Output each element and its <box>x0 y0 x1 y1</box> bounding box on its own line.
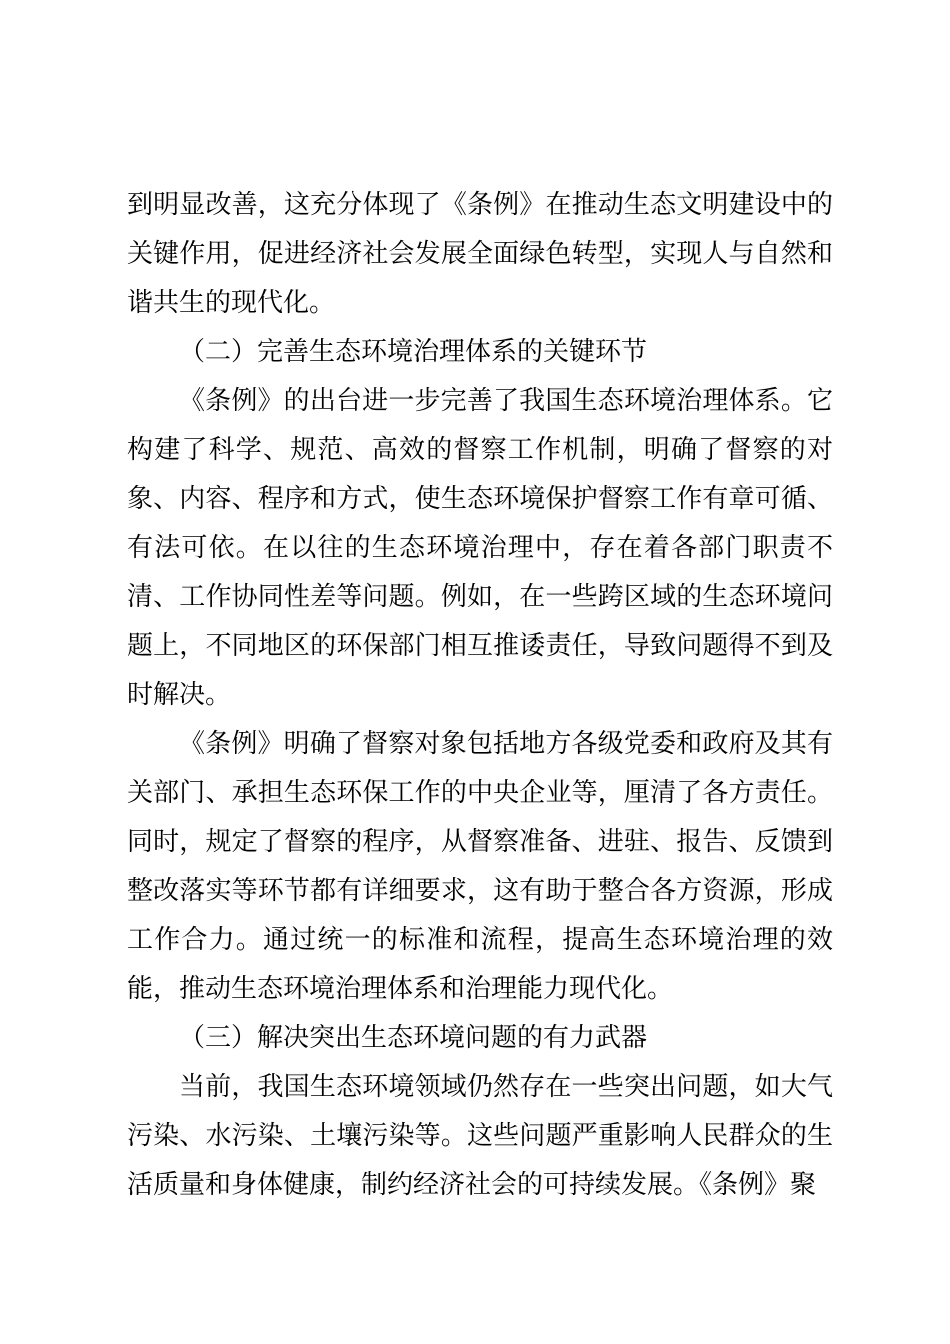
document-text-block <box>127 180 833 1209</box>
paragraph-continuation: 到明显改善，这充分体现了《条例》在推动生态文明建设中的关键作用，促进经济社会发展全面绿色转型，实现人与自然和谐共生的现代化。 <box>127 189 833 317</box>
section-heading-3: （三）解决突出生态环境问题的有力武器 <box>179 1022 648 1052</box>
section-heading-2: （二）完善生态环境治理体系的关键环节 <box>179 336 648 366</box>
paragraph: 《条例》明确了督察对象包括地方各级党委和政府及其有关部门、承担生态环保工作的中央企业等，厘清了各方责任。同时，规定了督察的程序，从督察准备、进驻、报告、反馈到整改落实等环节都有详细要求，这有助于整合各方资源，形成工作合力。通过统一的标准和流程，提高生态环境治理的效能，推动生态环境治理体系和治理能力现代化。 <box>127 728 833 1003</box>
paragraph: 当前，我国生态环境领域仍然存在一些突出问题，如大气污染、水污染、土壤污染等。这些问题严重影响人民群众的生活质量和身体健康，制约经济社会的可持续发展。《条例》聚 <box>127 1071 833 1199</box>
paragraph: 《条例》的出台进一步完善了我国生态环境治理体系。它构建了科学、规范、高效的督察工作机制，明确了督察的对象、内容、程序和方式，使生态环境保护督察工作有章可循、有法可依。在以往的生态环境治理中，存在着各部门职责不清、工作协同性差等问题。例如，在一些跨区域的生态环境问题上，不同地区的环保部门相互推诿责任，导致问题得不到及时解决。 <box>127 385 833 709</box>
